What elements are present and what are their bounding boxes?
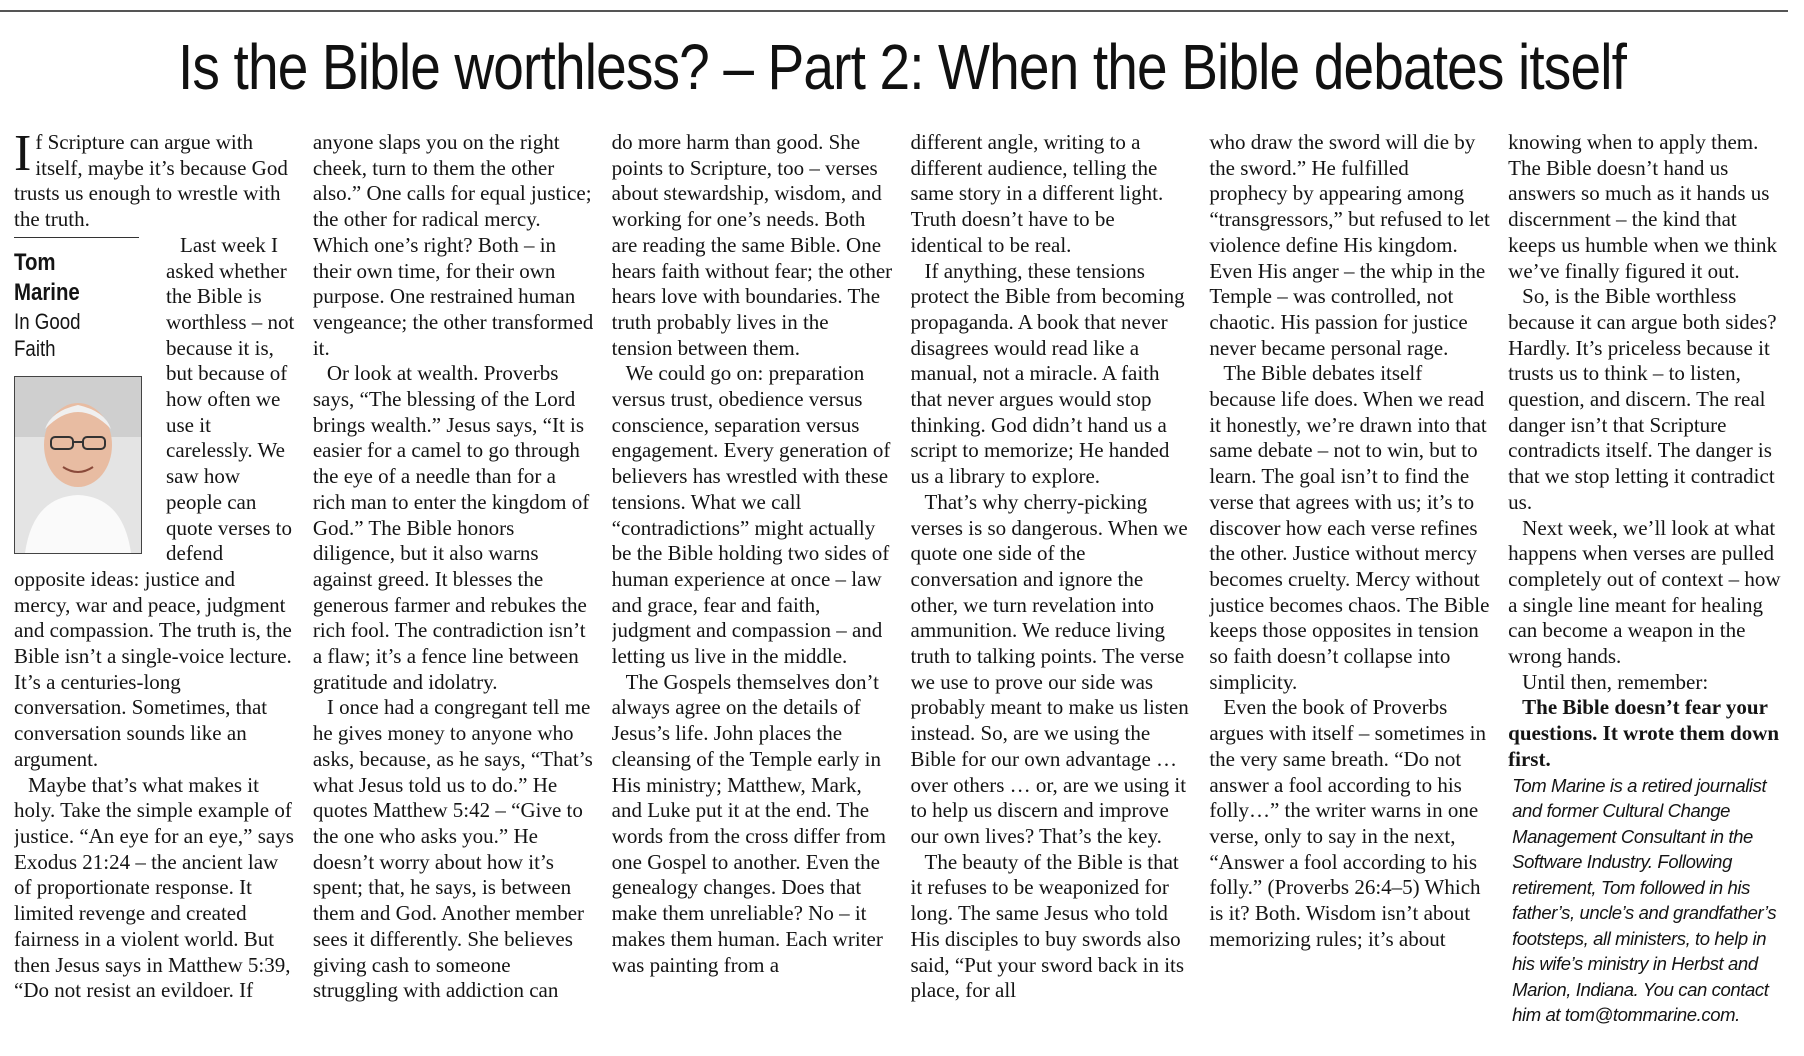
paragraph: Next week, we’ll look at what happens when verses are pulled completely out of context – how a single line meant for healing can become a weapon in the wrong hands. (1508, 515, 1781, 669)
column-2 (313, 130, 594, 1050)
top-rule (0, 10, 1788, 12)
byline-rule (14, 237, 139, 238)
paragraph: do more harm than good. She points to Scripture, too – verses about stewardship, wisdom, and working for one’s needs. Both are reading the same Bible. One hears faith without fear; the other hears love with boundaries. The truth probably lives in the tension between them. (611, 130, 893, 360)
author-name-last: Marine (14, 278, 80, 306)
author-bio: Tom Marine is a retired journalist and former Cultural Change Management Consultant in the Software Industry. Following retirement, Tom followed in his father’s, uncle’s and grandfather’s footsteps, all ministers, to help in his wife’s ministry in Herbst and Marion, Indiana. You can contact him at tom@tommarine.com. (1512, 774, 1777, 1026)
drop-cap: I (14, 130, 32, 182)
paragraph: We could go on: preparation versus trust, obedience versus conscience, separation versus engagement. Every generation of believers has wrestled with these tensions. What we call “contradictions” might actually be the Bible holding two sides of human experience at once – law and grace, fear and faith, judgment and compassion – and letting us live in the middle. (611, 361, 891, 669)
paragraph: So, is the Bible worthless because it can argue both sides? Hardly. It’s priceless because it trusts us to think – to listen, question, and discern. The real danger isn’t that Scripture contradicts itself. The danger is that we stop letting it contradict us. (1508, 284, 1777, 514)
column-1 (14, 130, 295, 1050)
closing-line: The Bible doesn’t fear your questions. It wrote them down first. (1508, 695, 1780, 771)
paragraph: If Scripture can argue with itself, maybe it’s because God trusts us enough to wrestle with the truth. (14, 130, 288, 232)
paragraph: Maybe that’s what makes it holy. Take the simple example of justice. “An eye for an eye,” says Exodus 21:24 – the ancient law of proportionate response. It limited revenge and created fairness in a violent world. But then Jesus says in Matthew 5:39, “Do not resist an evildoer. If (14, 772, 294, 1003)
paragraph: The Gospels themselves don’t always agree on the details of Jesus’s life. John places the cleansing of the Temple early in His ministry; Matthew, Mark, and Luke put it at the end. The words from the cross differ from one Gospel to another. Even the genealogy changes. Does that make them unreliable? No – it makes them human. Each writer was painting from a (611, 669, 886, 977)
paragraph: I once had a congregant tell me he gives money to anyone who asks, because, as he says, “That’s what Jesus told us to do.” He quotes Matthew 5:42 – “Give to the one who asks you.” He doesn’t worry about how it’s spent; that, he says, is between them and God. Another member sees it differently. She believes giving cash to someone struggling with addiction can (312, 695, 593, 1003)
paragraph: anyone slaps you on the right cheek, turn to them the other also.” One calls for equal justice; the other for radical mercy. Which one’s right? Both – in their own time, for their own purpose. One restrained human vengeance; the other transformed it. (312, 130, 594, 360)
author-name-first: Tom (14, 248, 56, 276)
column-name-line2: Faith (14, 335, 56, 361)
paragraph: That’s why cherry-picking verses is so dangerous. When we quote one side of the conversation and ignore the other, we turn revelation into ammunition. We reduce living truth to talking points. The verse we use to prove our side was probably meant to make us listen instead. So, are we using the Bible for our own advantage … over others … or, are we using it to help us discern and improve our own lives? That’s the key. (910, 489, 1189, 848)
article-body (14, 130, 1789, 1050)
paragraph: knowing when to apply them. The Bible doesn’t hand us answers so much as it hands us discernment – the kind that keeps us humble when we think we’ve finally figured it out. (1508, 130, 1778, 283)
column-name-line1: In Good (14, 308, 81, 334)
column-6 (1508, 130, 1789, 1050)
paragraph: Until then, remember: (1522, 669, 1709, 694)
author-photo (14, 376, 142, 554)
column-3 (612, 130, 893, 1050)
paragraph: different angle, writing to a different audience, telling the same story in a different light. Truth doesn’t have to be identical to be real. (910, 130, 1164, 257)
paragraph: If anything, these tensions protect the Bible from becoming propaganda. A book that never disagrees would read like a manual, not a miracle. A faith that never argues would stop thinking. God didn’t hand us a script to memorize; He handed us a library to explore. (910, 258, 1185, 489)
paragraph: Even the book of Proverbs argues with itself – sometimes in the very same breath. “Do not answer a fool according to his folly…” the writer warns in one verse, only to say in the next, “Answer a fool according to his folly.” (Proverbs 26:4–5) Which is it? Both. Wisdom isn’t about memorizing rules; it’s about (1209, 695, 1486, 951)
column-4 (911, 130, 1192, 1050)
headline: Is the Bible worthless? – Part 2: When the Bible debates itself (178, 31, 1626, 103)
paragraph: Tom Marine In Good Faith Last week I asked whether the Bible is worthless – not because it is, but because of how often we use it carelessly. We saw how people can quote verses to defend opposite ideas: justice and mercy, war and peace, judgment and compassion. The truth is, the Bible isn’t a single-voice lecture. It’s a centuries-long conversation. Sometimes, that conversation sounds like an argument. (14, 232, 295, 771)
paragraph: The beauty of the Bible is that it refuses to be weaponized for long. The same Jesus who told His disciples to buy swords also said, “Put your sword back in its place, for all (910, 849, 1185, 1003)
paragraph: Or look at wealth. Proverbs says, “The blessing of the Lord brings wealth.” Jesus says, “It is easier for a camel to go through the eye of a needle than for a rich man to enter the kingdom of God.” The Bible honors diligence, but it also warns against greed. It blesses the generous farmer and rebukes the rich fool. The contradiction isn’t a flaw; it’s a fence line between gratitude and idolatry. (312, 361, 590, 694)
column-5 (1209, 130, 1490, 1050)
byline-box (14, 237, 156, 554)
paragraph: who draw the sword will die by the sword.” He fulfilled prophecy by appearing among “transgressors,” but refused to let violence define His kingdom. Even His anger – the whip in the Temple – was controlled, not chaotic. His passion for justice never became personal rage. (1209, 130, 1490, 360)
paragraph: The Bible debates itself because life does. When we read it honestly, we’re drawn into that same debate – not to win, but to learn. The goal isn’t to find the verse that agrees with us; it’s to discover how each verse refines the other. Justice without mercy becomes cruelty. Mercy without justice becomes chaos. The Bible keeps those opposites in tension so faith doesn’t collapse into simplicity. (1209, 361, 1490, 694)
